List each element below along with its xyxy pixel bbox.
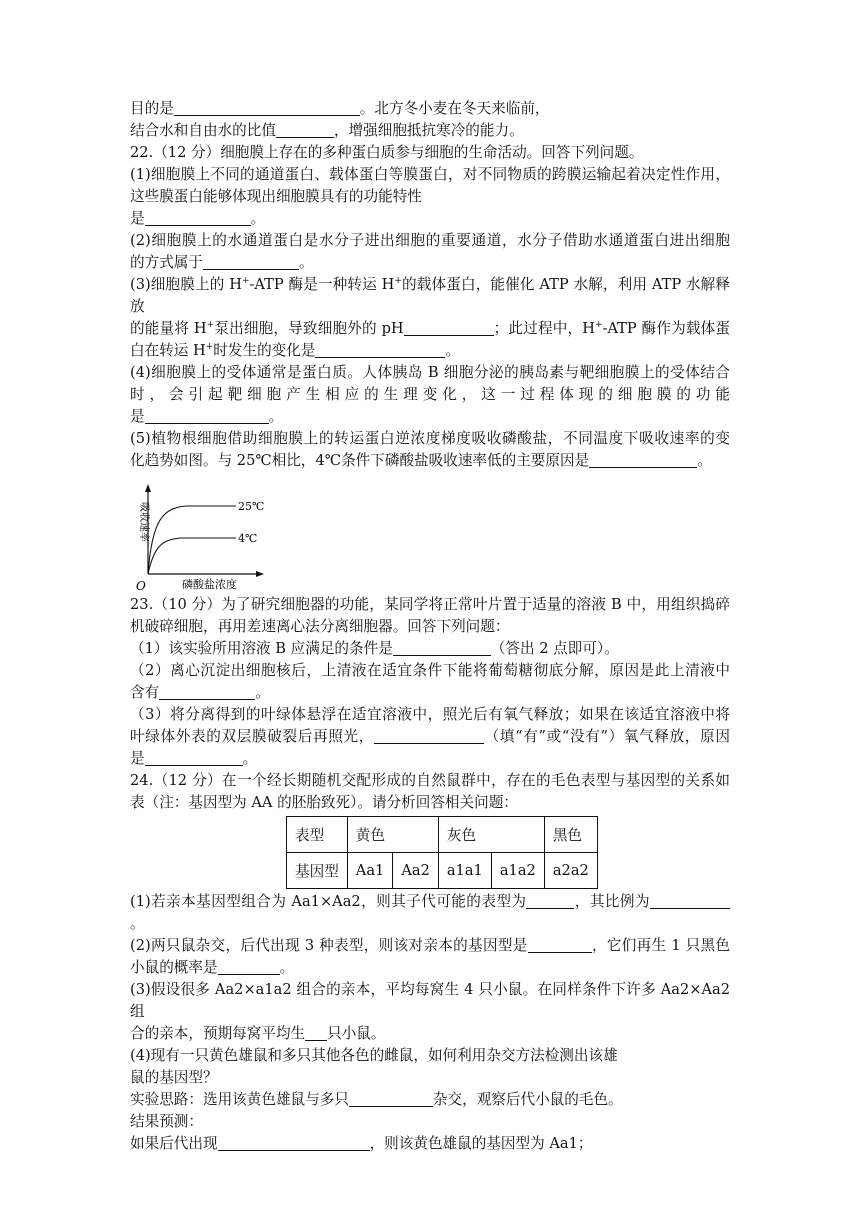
answer-blank[interactable] <box>528 937 592 953</box>
q22-3-line-a <box>130 274 730 318</box>
answer-blank[interactable] <box>276 122 334 138</box>
table-cell: 黑色 <box>544 817 597 853</box>
q22-4-line-c <box>130 406 730 428</box>
chart-svg <box>130 478 280 590</box>
text: 。 <box>268 408 284 425</box>
q24-4-line-a: (4)现有一只黄色雄鼠和多只其他各色的雌鼠，如何利用杂交方法检测出该雄 <box>130 1047 618 1064</box>
table-cell: a2a2 <box>544 853 597 889</box>
series-4c-label: 4℃ <box>238 532 258 545</box>
q22-1-line-b: 这些膜蛋白能够体现出细胞膜具有的功能特性 <box>130 188 422 205</box>
answer-blank[interactable] <box>393 640 491 656</box>
text: ，其比例为 <box>574 893 650 910</box>
q24-3-line-b <box>130 1023 730 1045</box>
q22-5-line-a: (5)植物根细胞借助细胞膜上的转运蛋白逆浓度梯度吸收磷酸盐，不同温度下吸收速率的变 <box>130 430 730 447</box>
q23-3-line-b <box>130 726 730 748</box>
text: 含有 <box>130 684 160 701</box>
text: -ATP 酶是一种转运 H <box>249 276 395 293</box>
text: 。 <box>298 254 314 271</box>
text: (1)若亲本基因型组合为 Aa1×Aa2，则其子代可能的表型为 <box>130 893 527 910</box>
answer-blank[interactable] <box>404 320 494 336</box>
text: （1）该实验所用溶液 B 应满足的条件是 <box>130 640 393 657</box>
text: 叶绿体外表的双层膜破裂后再照光， <box>130 728 375 745</box>
absorption-rate-chart <box>130 478 730 590</box>
q24-2-line-a <box>130 935 730 957</box>
text: ，则该黄色雄鼠的基因型为 Aa1； <box>369 1135 593 1152</box>
series-25c-label: 25℃ <box>238 500 265 513</box>
answer-blank[interactable] <box>174 100 360 116</box>
table-row <box>287 853 598 889</box>
answer-blank[interactable] <box>589 452 697 468</box>
text: 的能量将 H <box>130 320 207 337</box>
text: 。 <box>697 452 712 469</box>
genotype-table <box>286 816 598 889</box>
text: 。 <box>242 750 258 767</box>
text: 实验思路：选用该黄色雄鼠与多只 <box>130 1091 349 1108</box>
table-cell: 黄色 <box>347 817 438 853</box>
text: 如果后代出现 <box>130 1135 218 1152</box>
text: 。 <box>250 210 266 227</box>
q23-3-line-c <box>130 748 730 770</box>
q24-4-line-e <box>130 1133 730 1155</box>
q24-3-line-a: (3)假设很多 Aa2×a1a2 组合的亲本，平均每窝生 4 只小鼠。在同样条件下许多 Aa2×Aa2 组 <box>130 981 730 1020</box>
table-cell: 基因型 <box>287 853 348 889</box>
text: 目的是 <box>130 100 174 117</box>
q22-heading: 22.（12 分）细胞膜上存在的多种蛋白质参与细胞的生命活动。回答下列问题。 <box>130 144 644 161</box>
text: 的方式属于 <box>130 254 203 271</box>
text: ，增强细胞抵抗寒冷的能力。 <box>333 122 524 139</box>
text: 。 <box>445 342 461 359</box>
superscript: + <box>205 342 214 352</box>
answer-blank[interactable] <box>203 254 299 270</box>
q23-2-line-a: （2）离心沉淀出细胞核后，上清液在适宜条件下能将葡萄糖彻底分解，原因是此上清液中 <box>130 662 730 679</box>
q24-1 <box>130 891 730 935</box>
x-axis-label: 磷酸盐浓度 <box>182 578 237 590</box>
answer-blank[interactable] <box>526 893 574 909</box>
text: 的载体蛋白，能催化 ATP 水解，利用 ATP 水解释放 <box>130 276 730 315</box>
q22-1-line-c <box>130 208 730 230</box>
table-cell: 表型 <box>287 817 348 853</box>
q22-4-line-a: (4)细胞膜上的受体通常是蛋白质。人体胰岛 B 细胞分泌的胰岛素与靶细胞膜上的受体结合 <box>130 364 730 381</box>
superscript: + <box>394 276 402 286</box>
line-02 <box>130 120 730 142</box>
text: 是 <box>130 750 145 767</box>
table-row <box>287 817 598 853</box>
text: 小鼠的概率是 <box>130 959 218 976</box>
text: 杂交，观察后代小鼠的毛色。 <box>432 1091 623 1108</box>
q23-1 <box>130 638 730 660</box>
text: 只小鼠。 <box>327 1025 386 1042</box>
answer-blank[interactable] <box>145 750 243 766</box>
q22-3-line-b <box>130 318 730 340</box>
y-axis-arrow <box>145 484 151 492</box>
line-01 <box>130 98 730 120</box>
text: 白在转运 H <box>130 342 206 359</box>
text: ，它们再生 1 只黑色 <box>591 937 730 954</box>
answer-blank[interactable] <box>349 1091 433 1107</box>
answer-blank[interactable] <box>374 728 484 744</box>
series-4c-curve <box>148 538 236 574</box>
answer-blank[interactable] <box>145 210 251 226</box>
text: 化趋势如图。与 25℃相比，4℃条件下磷酸盐吸收速率低的主要原因是 <box>130 452 590 469</box>
q24-4-line-c <box>130 1089 730 1111</box>
q22-2-line-b <box>130 252 730 274</box>
y-axis-label: 吸收速率 <box>138 502 149 542</box>
q24-heading-b: 表（注：基因型为 AA 的胚胎致死）。请分析回答相关问题： <box>130 794 518 811</box>
table-cell: 灰色 <box>438 817 544 853</box>
q24-4-line-d: 结果预测： <box>130 1113 203 1130</box>
table-cell: Aa1 <box>347 853 393 889</box>
text: 。 <box>279 959 295 976</box>
q22-2-line-a: (2)细胞膜上的水通道蛋白是水分子进出细胞的重要通道，水分子借助水通道蛋白进出细胞 <box>130 232 730 249</box>
answer-blank[interactable] <box>650 893 730 909</box>
text: (2)两只鼠杂交，后代出现 3 种表型，则该对亲本的基因型是 <box>130 937 528 954</box>
text: 是 <box>130 408 145 425</box>
document-body <box>130 98 730 1155</box>
q22-1-line-a: (1)细胞膜上不同的通道蛋白、载体蛋白等膜蛋白，对不同物质的跨膜运输起着决定性作用， <box>130 166 730 183</box>
table-cell: a1a1 <box>438 853 491 889</box>
q24-4-line-b: 鼠的基因型？ <box>130 1069 218 1086</box>
text: 泵出细胞，导致细胞外的 pH <box>214 320 404 337</box>
answer-blank[interactable] <box>305 1025 327 1041</box>
q23-heading-b: 机破碎细胞，再用差速离心法分离细胞器。回答下列问题： <box>130 618 510 635</box>
superscript: + <box>241 276 250 286</box>
text: 。 <box>130 915 145 932</box>
text: 时发生的变化是 <box>213 342 316 359</box>
x-axis-arrow <box>256 571 264 577</box>
q23-2-line-b <box>130 682 730 704</box>
text: (3)细胞膜上的 H <box>130 276 242 293</box>
origin-label: O <box>136 579 146 590</box>
answer-blank[interactable] <box>145 408 269 424</box>
answer-blank[interactable] <box>159 684 255 700</box>
superscript: + <box>206 320 215 330</box>
q22-3-line-c <box>130 340 730 362</box>
q22-5-line-b <box>130 450 730 472</box>
answer-blank[interactable] <box>315 342 445 358</box>
text: -ATP 酶作为载体蛋 <box>602 320 730 337</box>
q23-heading-a: 23.（10 分）为了研究细胞器的功能，某同学将正常叶片置于适量的溶液 B 中，用组织捣碎 <box>130 596 730 613</box>
text: ；此过程中，H <box>493 320 595 337</box>
text: （填“有”或“没有”）氧气释放，原因 <box>484 728 730 745</box>
text: 合的亲本，预期每窝平均生 <box>130 1025 306 1042</box>
text: （答出 2 点即可）。 <box>490 640 619 657</box>
table-cell: a1a2 <box>491 853 544 889</box>
q24-heading-a: 24.（12 分）在一个经长期随机交配形成的自然鼠群中，存在的毛色表型与基因型的关系如 <box>130 772 730 789</box>
text: 。 <box>255 684 270 701</box>
table-cell: Aa2 <box>393 853 439 889</box>
superscript: + <box>594 320 603 330</box>
q22-4-line-b: 时，会引起靶细胞产生相应的生理变化，这一过程体现的细胞膜的功能 <box>130 386 730 403</box>
text: 是 <box>130 210 145 227</box>
q24-2-line-b <box>130 957 730 979</box>
series-25c-curve <box>148 506 236 574</box>
answer-blank[interactable] <box>218 1135 370 1151</box>
text: 。北方冬小麦在冬天来临前， <box>359 100 550 117</box>
answer-blank[interactable] <box>218 959 280 975</box>
q23-3-line-a: （3）将分离得到的叶绿体悬浮在适宜溶液中，照光后有氧气释放；如果在该适宜溶液中将 <box>130 706 730 723</box>
text: 结合水和自由水的比值 <box>130 122 276 139</box>
